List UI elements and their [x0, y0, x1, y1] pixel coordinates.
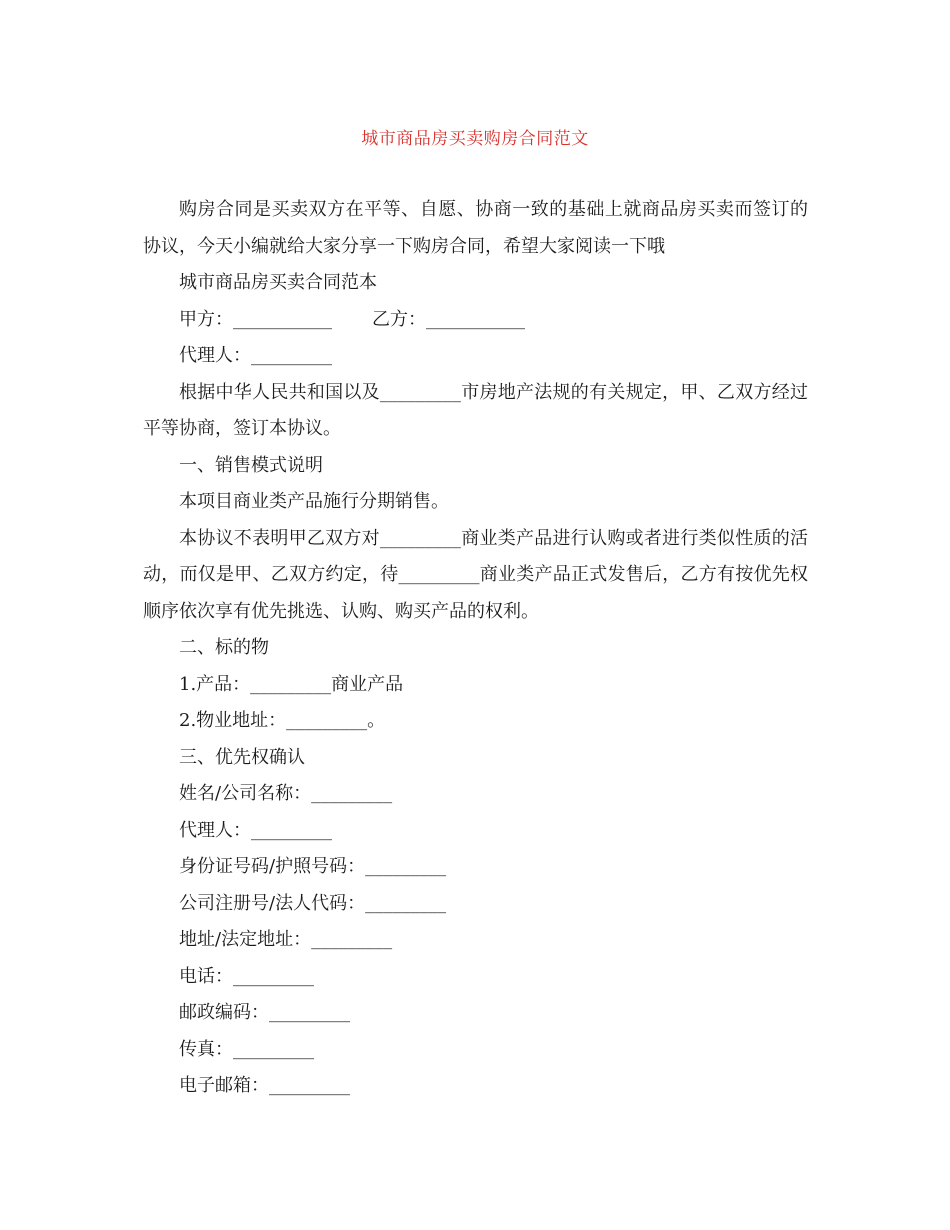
document-body [143, 192, 808, 1105]
document-title: 城市商品房买卖购房合同范文 [361, 129, 589, 149]
name-field: 姓名/公司名称：_________ [179, 783, 393, 804]
section-heading-3: 三、优先权确认 [179, 746, 305, 768]
address-field: 地址/法定地址：_________ [179, 929, 393, 950]
zip-field: 邮政编码：_________ [179, 1002, 350, 1023]
party-b-field: 乙方：___________ [372, 308, 525, 330]
email-field: 电子邮箱：_________ [179, 1075, 350, 1096]
registration-field: 公司注册号/法人代码：_________ [179, 892, 447, 914]
section-heading-1: 一、销售模式说明 [179, 454, 323, 476]
party-a-field: 甲方：___________ [179, 308, 332, 330]
sales-mode-text: 本项目商业类产品施行分期销售。 [179, 491, 449, 512]
intro-paragraph: 购房合同是买卖双方在平等、自愿、协商一致的基础上就商品房买卖而签订的协议，今天小编就给大家分享一下购房合同，希望大家阅读一下哦 [143, 199, 808, 257]
agent-field: 代理人：_________ [179, 345, 332, 366]
basis-paragraph: 根据中华人民共和国以及_________市房地产法规的有关规定，甲、乙双方经过平等协商，签订本协议。 [143, 381, 808, 439]
contract-subtitle: 城市商品房买卖合同范本 [179, 272, 377, 293]
agent-field-2: 代理人：_________ [179, 819, 332, 841]
phone-field: 电话：_________ [179, 965, 314, 987]
product-item: 1.产品：_________商业产品 [179, 673, 404, 695]
parties-line [143, 302, 808, 339]
section-heading-2: 二、标的物 [179, 637, 269, 658]
id-number-field: 身份证号码/护照号码：_________ [179, 856, 447, 877]
agreement-paragraph: 本协议不表明甲乙双方对_________商业类产品进行认购或者进行类似性质的活动，而仅是甲、乙双方约定，待_________商业类产品正式发售后，乙方有按优先权顺序依次享有优先挑选、认购、购买产品的权利。 [143, 527, 808, 622]
property-address-item: 2.物业地址：_________。 [179, 710, 386, 731]
fax-field: 传真：_________ [179, 1038, 314, 1060]
